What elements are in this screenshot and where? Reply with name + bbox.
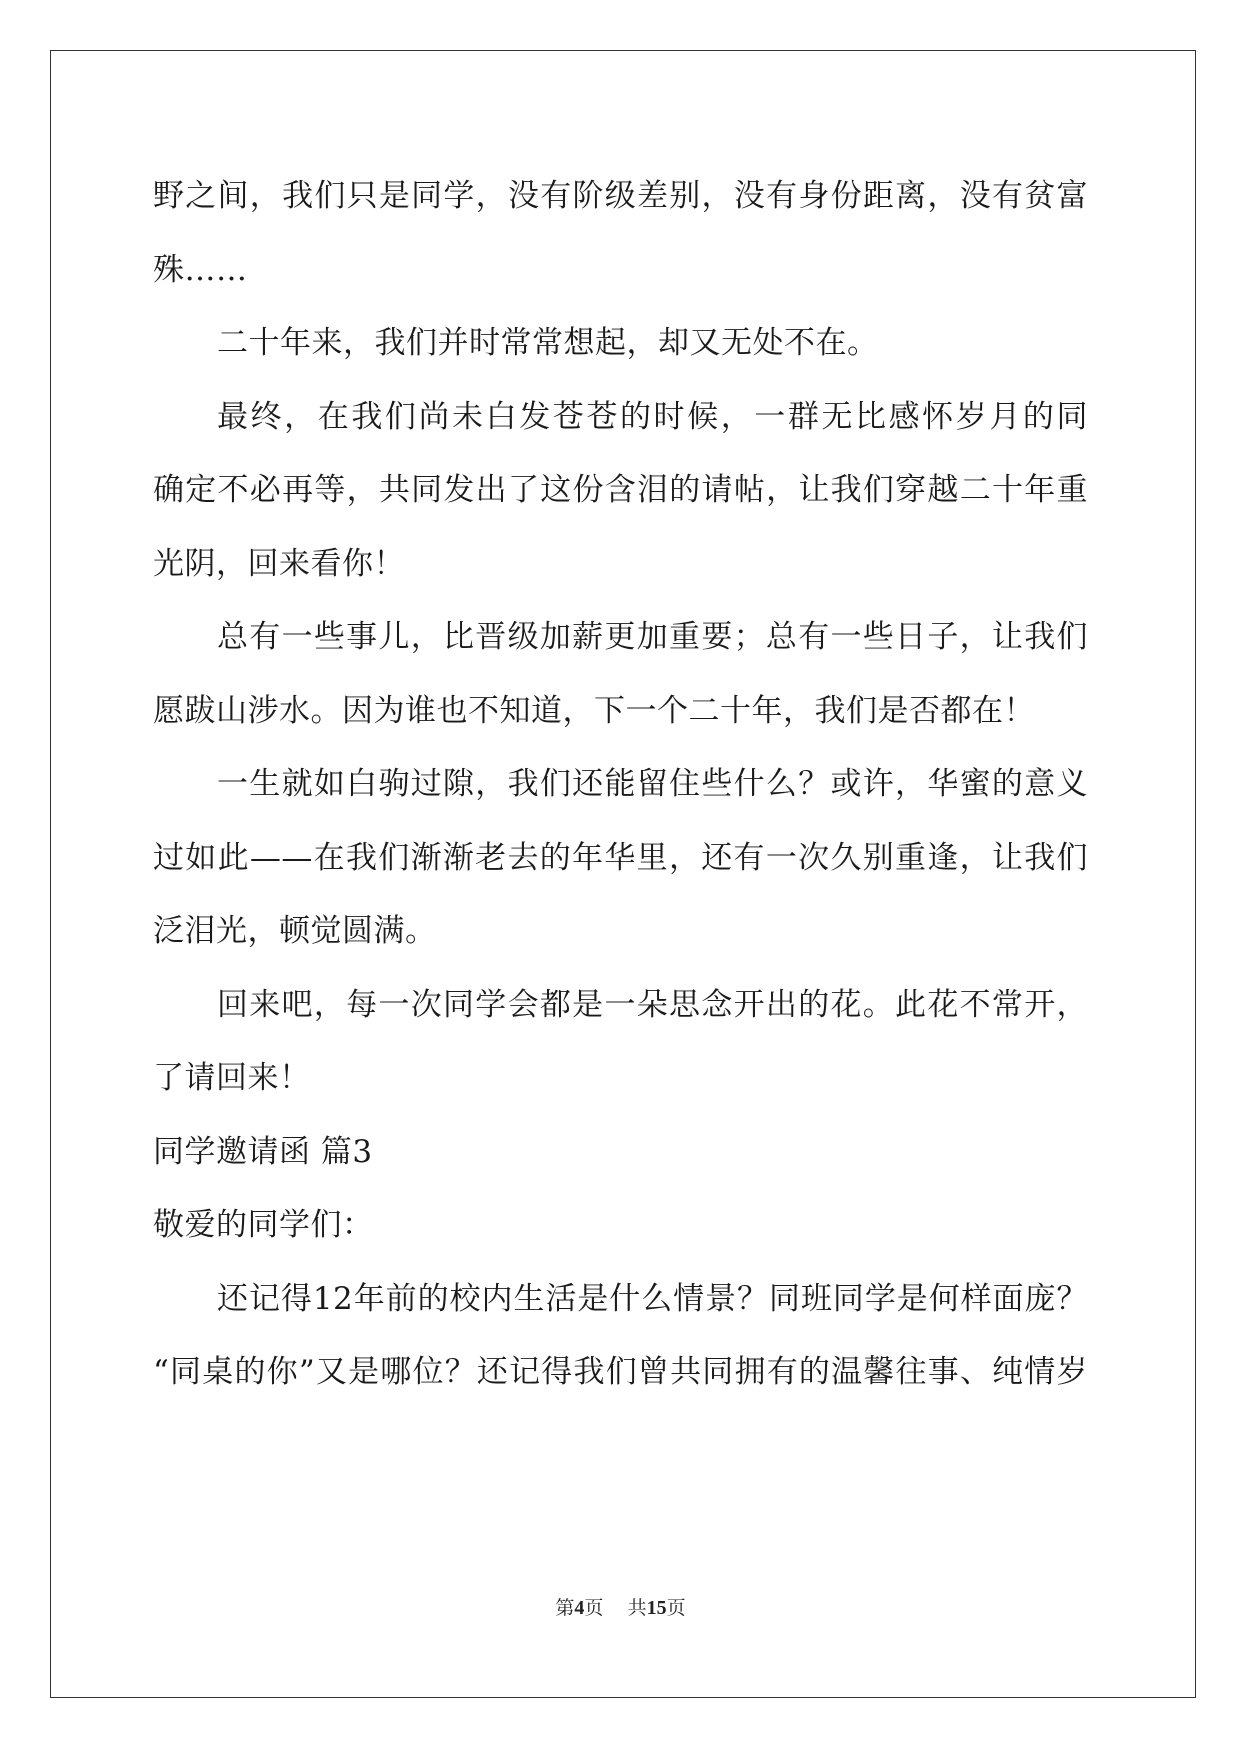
footer-total-pages: 15 [646, 1597, 667, 1619]
salutation: 敬爱的同学们： [153, 1207, 374, 1243]
text-line: 光阴，回来看你！ [153, 545, 405, 582]
text-line: 愿跋山涉水。因为谁也不知道，下一个二十年，我们是否都在！ [153, 692, 1035, 729]
text-line: 殊…… [153, 251, 248, 288]
footer-page-suffix: 页 [584, 1597, 604, 1619]
text-line: 二十年来，我们并时常常想起，却又无处不在。 [217, 325, 879, 361]
text-line: 最终，在我们尚未白发苍苍的时候，一群无比感怀岁月的同 [217, 398, 1088, 435]
text-line: 一生就如白驹过隙，我们还能留住些什么？或许，华蜜的意义 [217, 766, 1088, 802]
footer-page-prefix: 第 [555, 1597, 575, 1619]
footer-total-prefix: 共 [627, 1597, 647, 1619]
text-line: 确定不必再等，共同发出了这份含泪的请帖，让我们穿越二十年重 [153, 472, 1088, 508]
document-body [153, 160, 1088, 1410]
footer-page-number: 4 [574, 1597, 585, 1619]
text-line: 还记得12年前的校内生活是什么情景？同班同学是何样面庞？ [217, 1280, 1088, 1317]
text-line: 回来吧，每一次同学会都是一朵思念开出的花。此花不常开， [217, 986, 1088, 1023]
text-line: 总有一些事儿，比晋级加薪更加重要；总有一些日子，让我们 [217, 619, 1088, 655]
text-line: 野之间，我们只是同学，没有阶级差别，没有身份距离，没有贫富 [153, 178, 1088, 214]
text-line: 泛泪光，顿觉圆满。 [153, 913, 437, 949]
footer-total-suffix: 页 [666, 1597, 686, 1619]
text-line: 过如此——在我们渐渐老去的年华里，还有一次久别重逢，让我们 [153, 839, 1088, 876]
text-line: 了请回来！ [153, 1060, 311, 1096]
page-footer [0, 1593, 1241, 1620]
text-line: “同桌的你”又是哪位？还记得我们曾共同拥有的温馨往事、纯情岁 [153, 1354, 1088, 1390]
section-heading: 同学邀请函 篇3 [153, 1133, 373, 1170]
